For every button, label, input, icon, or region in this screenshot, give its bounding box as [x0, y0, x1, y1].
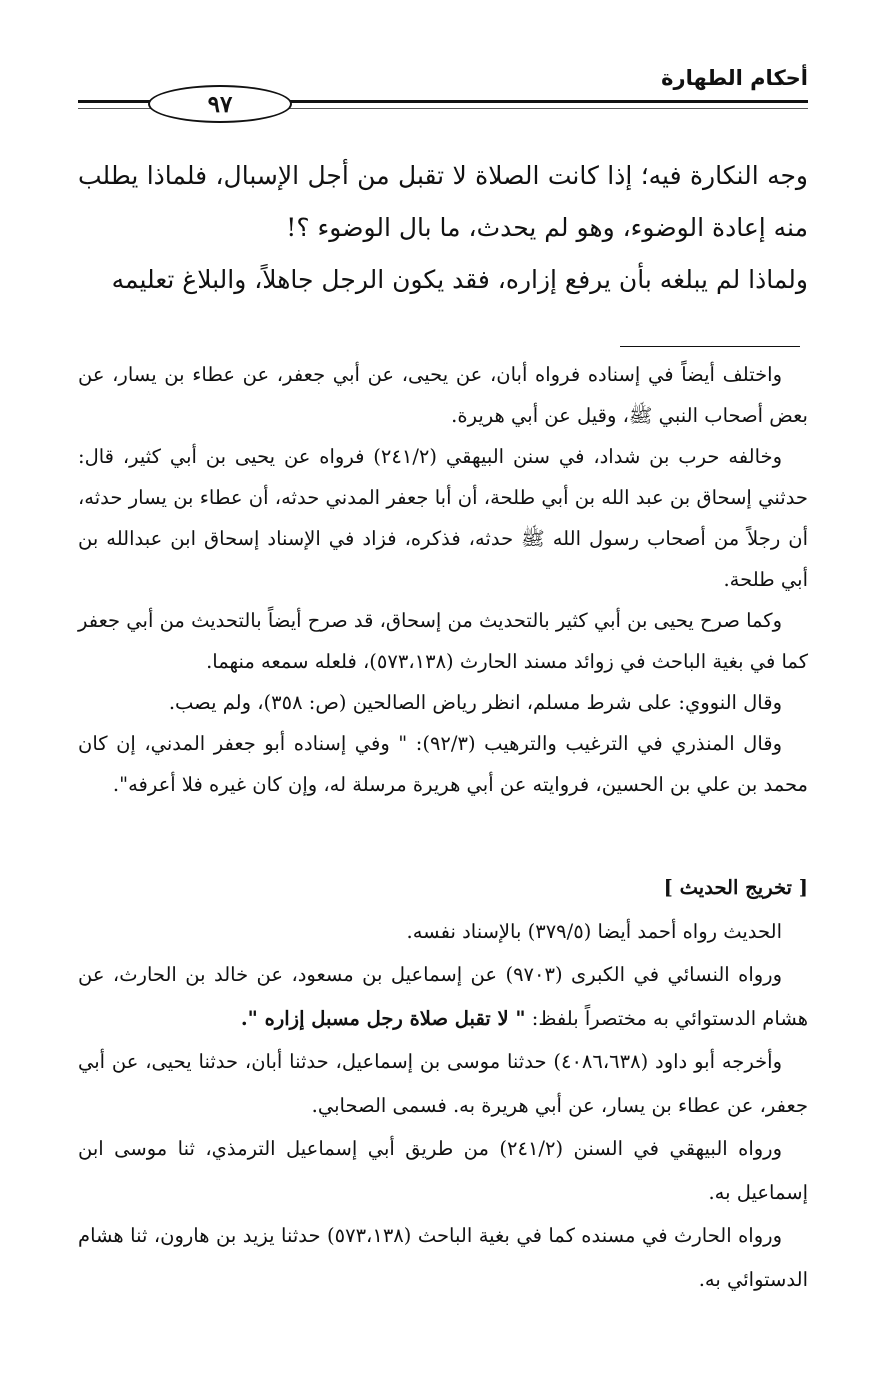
takhrij-heading: [ تخريج الحديث ]: [663, 876, 808, 899]
footnote-separator: [620, 346, 800, 347]
page-number: ٩٧: [148, 85, 292, 123]
footnote-paragraph: وكما صرح يحيى بن أبي كثير بالتحديث من إسحاق، قد صرح أيضاً بالتحديث من أبي جعفر كما في بغية الباحث في زوائد مسند الحارث (٥٧٣،١٣٨)، فلعله سمعه منهما.: [78, 609, 808, 673]
main-paragraph: وجه النكارة فيه؛ إذا كانت الصلاة لا تقبل من أجل الإسبال، فلماذا يطلب منه إعادة الوضوء، وهو لم يحدث، ما بال الوضوء ؟!: [78, 161, 808, 242]
main-text: [78, 150, 808, 306]
footnote-paragraph: واختلف أيضاً في إسناده فرواه أبان، عن يحيى، عن أبي جعفر، عن عطاء بن يسار، عن بعض أصحاب النبي ﷺ، وقيل عن أبي هريرة.: [78, 363, 808, 427]
takhrij-paragraph: ورواه البيهقي في السنن (٢٤١/٢) من طريق أبي إسماعيل الترمذي، ثنا موسى ابن إسماعيل به.: [78, 1137, 808, 1204]
takhrij-paragraph: [78, 953, 808, 1040]
takhrij-paragraph: ورواه الحارث في مسنده كما في بغية الباحث (٥٧٣،١٣٨) حدثنا يزيد بن هارون، ثنا هشام الدستوائي به.: [78, 1224, 808, 1291]
footnote-paragraph: وقال النووي: على شرط مسلم، انظر رياض الصالحين (ص: ٣٥٨)، ولم يصب.: [168, 691, 782, 714]
page-header: [78, 58, 808, 128]
takhrij-section: [78, 866, 808, 1301]
footnotes: [78, 354, 808, 805]
takhrij-text: ورواه النسائي في الكبرى (٩٧٠٣) عن إسماعيل بن مسعود، عن خالد بن الحارث، عن هشام الدستوائي به مختصراً بلفظ:: [78, 963, 808, 1030]
takhrij-paragraph: الحديث رواه أحمد أيضا (٣٧٩/٥) بالإسناد نفسه.: [406, 919, 782, 943]
book-title: أحكام الطهارة: [661, 66, 808, 90]
hadith-quote: " لا تقبل صلاة رجل مسبل إزاره ".: [240, 1006, 526, 1030]
footnote-paragraph: وخالفه حرب بن شداد، في سنن البيهقي (٢٤١/٢) فرواه عن يحيى بن أبي كثير، قال: حدثني إسحاق بن عبد الله بن أبي طلحة، أن أبا جعفر المدني حدثه، أن عطاء بن يسار حدثه، أن رجلاً من أصحاب رسول الله ﷺ حدثه، فذكره، فزاد في الإسناد إسحاق ابن عبدالله بن أبي طلحة.: [78, 445, 808, 591]
takhrij-paragraph: وأخرجه أبو داود (٤٠٨٦،٦٣٨) حدثنا موسى بن إسماعيل، حدثنا أبان، حدثنا يحيى، عن أبي جعفر، عن عطاء بن يسار، عن أبي هريرة به. فسمى الصحابي.: [78, 1050, 808, 1117]
footnote-paragraph: وقال المنذري في الترغيب والترهيب (٩٢/٣): " وفي إسناده أبو جعفر المدني، إن كان محمد بن علي بن الحسين، فروايته عن أبي هريرة مرسلة له، وإن كان غيره فلا أعرفه".: [78, 732, 808, 796]
main-paragraph: ولماذا لم يبلغه بأن يرفع إزاره، فقد يكون الرجل جاهلاً، والبلاغ تعليمه: [111, 265, 808, 294]
